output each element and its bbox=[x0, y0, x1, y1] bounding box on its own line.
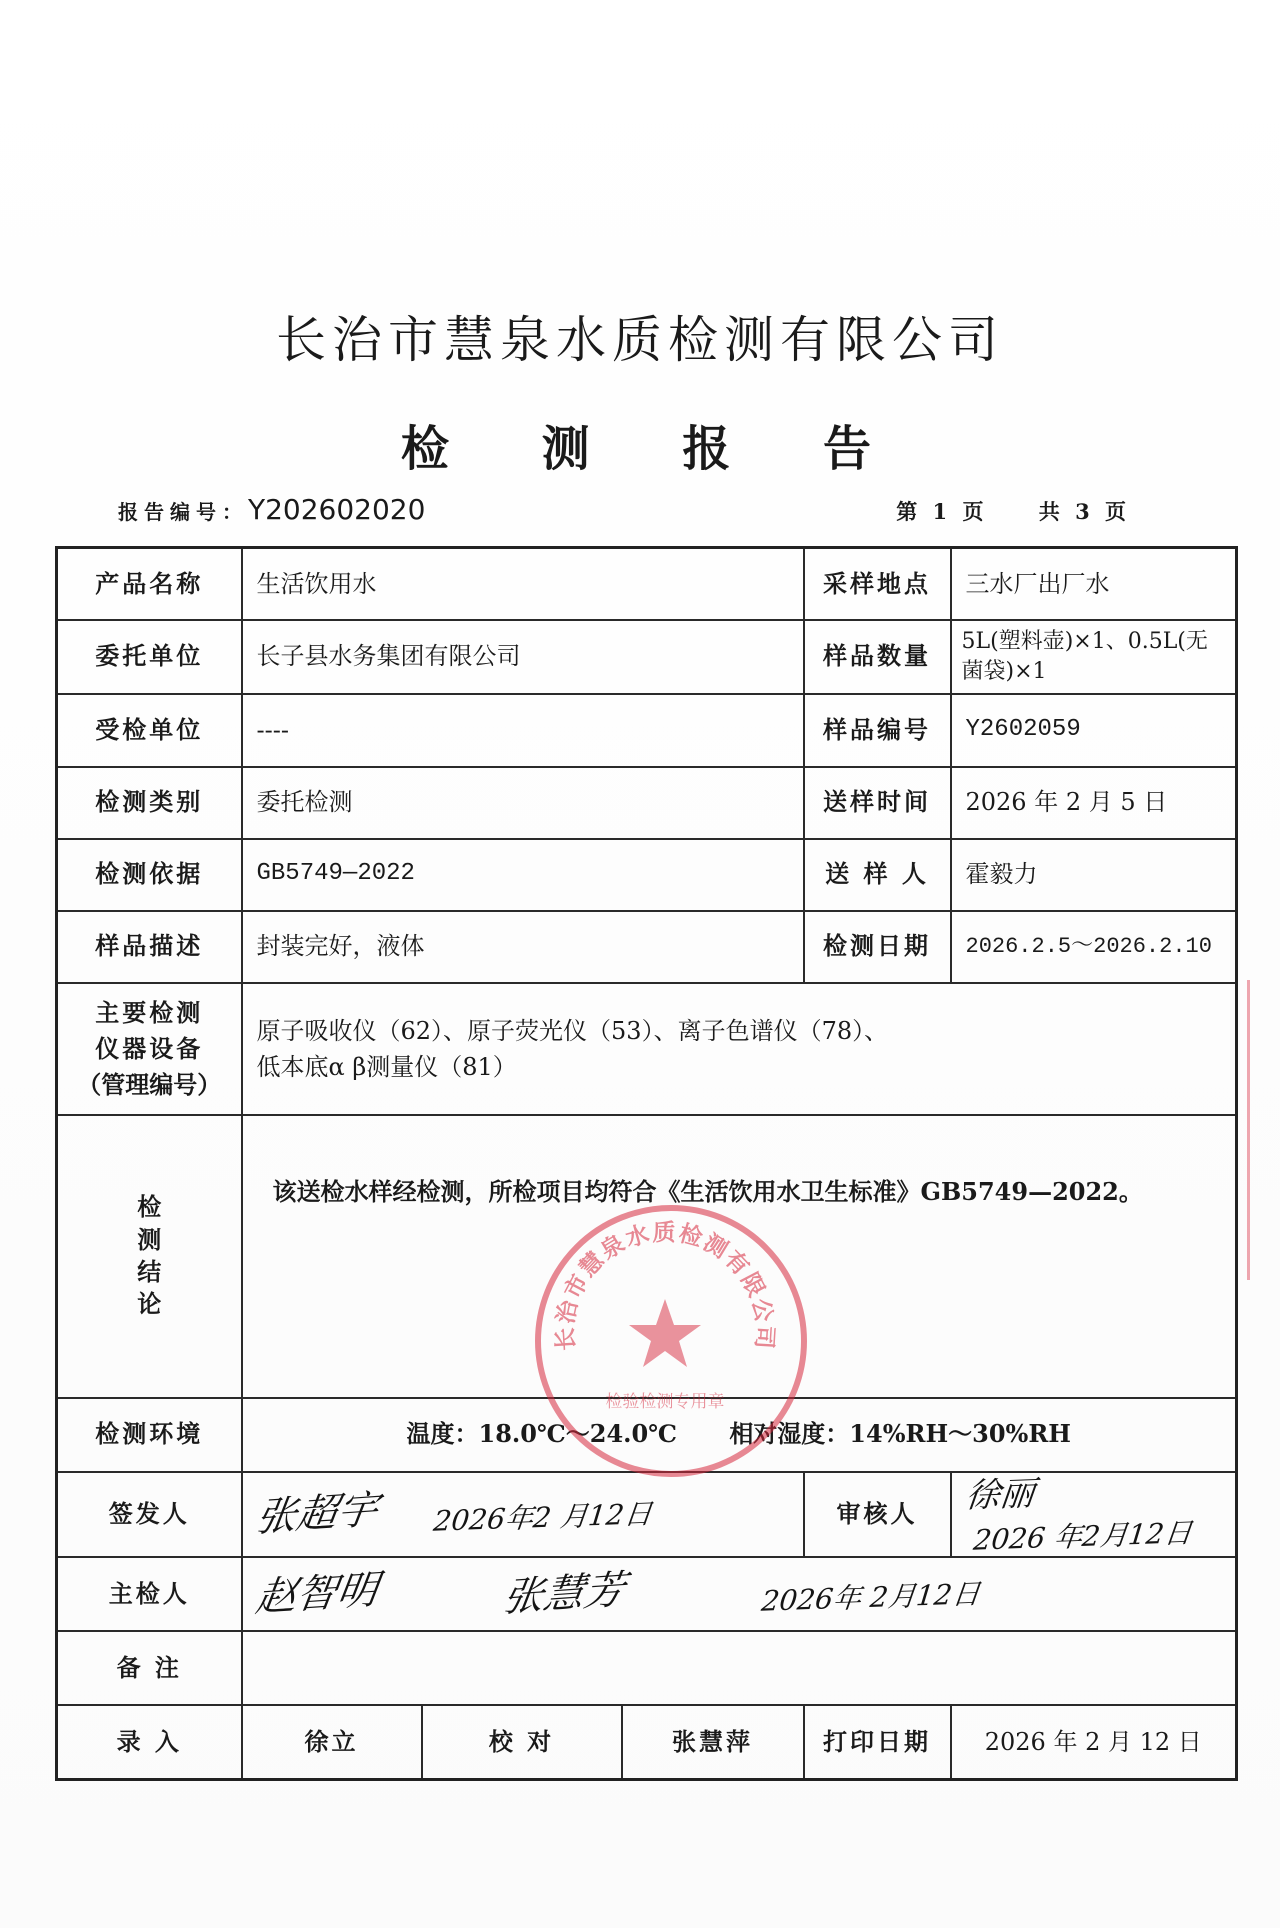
equipment bbox=[242, 983, 1237, 1115]
basis-label: 检测依据 bbox=[57, 839, 242, 911]
table-row bbox=[57, 548, 1237, 620]
report-title: 检 测 报 告 bbox=[400, 421, 910, 477]
sample-no: Y2602059 bbox=[951, 694, 1237, 767]
table-row bbox=[57, 694, 1237, 767]
product-name: 生活饮用水 bbox=[242, 548, 804, 620]
equipment-label bbox=[57, 983, 242, 1115]
environment bbox=[242, 1398, 1237, 1472]
basis: GB5749—2022 bbox=[242, 839, 804, 911]
edge-seal-fragment bbox=[1247, 980, 1280, 1280]
table-row bbox=[57, 1472, 1237, 1558]
inspector-signature-2: 张慧芳 bbox=[500, 1567, 629, 1622]
temperature: 温度：18.0℃～24.0℃ bbox=[406, 1419, 677, 1449]
table-row bbox=[57, 767, 1237, 839]
product-name-label: 产品名称 bbox=[57, 548, 242, 620]
description: 封装完好，液体 bbox=[242, 911, 804, 983]
deliverer: 霍毅力 bbox=[951, 839, 1237, 911]
table-row bbox=[57, 1557, 1237, 1631]
seal-text: 长治市慧泉水质检测有限公司 bbox=[551, 1218, 779, 1352]
print-date: 2026 年 2 月 12 日 bbox=[951, 1705, 1237, 1779]
conclusion-label bbox=[57, 1115, 242, 1398]
client: 长子县水务集团有限公司 bbox=[242, 620, 804, 694]
sample-qty: 5L(塑料壶)×1、0.5L(无菌袋)×1 bbox=[951, 620, 1237, 694]
table-row bbox=[57, 983, 1237, 1115]
test-type: 委托检测 bbox=[242, 767, 804, 839]
sampling-site: 三水厂出厂水 bbox=[951, 548, 1237, 620]
inspected-unit-label: 受检单位 bbox=[57, 694, 242, 767]
sample-qty-label: 样品数量 bbox=[804, 620, 951, 694]
issuer-date: 2026年2 月12日 bbox=[431, 1497, 655, 1539]
reviewer-signature: 徐丽 bbox=[963, 1473, 1036, 1516]
conclusion: 该送检水样经检测，所检项目均符合《生活饮用水卫生标准》GB5749—2022。 bbox=[242, 1115, 1237, 1398]
reviewer-signature-cell bbox=[951, 1472, 1237, 1558]
entry-label: 录 入 bbox=[57, 1705, 242, 1779]
print-date-label: 打印日期 bbox=[804, 1705, 951, 1779]
table-row bbox=[57, 1705, 1237, 1779]
table-row bbox=[57, 839, 1237, 911]
sampling-site-label: 采样地点 bbox=[804, 548, 951, 620]
conclusion-label-char: 论 bbox=[137, 1289, 162, 1319]
proofread-label: 校 对 bbox=[422, 1705, 622, 1779]
report-number-label: 报告编号： bbox=[118, 500, 248, 524]
inspector-date: 2026年 2月12日 bbox=[759, 1577, 982, 1618]
issuer-label: 签发人 bbox=[57, 1472, 242, 1558]
table-row bbox=[57, 620, 1237, 694]
client-label: 委托单位 bbox=[57, 620, 242, 694]
conclusion-label-char: 检 bbox=[137, 1192, 162, 1222]
deliverer-label: 送 样 人 bbox=[804, 839, 951, 911]
equipment-label-line: 主要检测 bbox=[95, 997, 204, 1027]
equipment-line: 原子吸收仪（62）、原子荧光仪（53）、离子色谱仪（78）、 bbox=[256, 1016, 889, 1045]
company-title: 长治市慧泉水质检测有限公司 bbox=[276, 311, 1004, 369]
table-row bbox=[57, 911, 1237, 983]
description-label: 样品描述 bbox=[57, 911, 242, 983]
inspector-signature-1: 赵智明 bbox=[252, 1567, 381, 1622]
sample-no-label: 样品编号 bbox=[804, 694, 951, 767]
page-current: 第 1 页 bbox=[896, 499, 988, 524]
table-row bbox=[57, 1631, 1237, 1705]
conclusion-label-char: 测 bbox=[137, 1224, 162, 1254]
delivery-time: 2026 年 2 月 5 日 bbox=[951, 767, 1237, 839]
issuer-signature: 张超宇 bbox=[252, 1487, 381, 1542]
report-table bbox=[55, 546, 1238, 1781]
inspector-signature-cell bbox=[242, 1557, 1237, 1631]
reviewer-date: 2026 年2月12日 bbox=[971, 1516, 1194, 1558]
issuer-signature-cell bbox=[242, 1472, 804, 1558]
table-row bbox=[57, 1398, 1237, 1472]
delivery-time-label: 送样时间 bbox=[804, 767, 951, 839]
test-type-label: 检测类别 bbox=[57, 767, 242, 839]
equipment-label-line: 仪器设备 bbox=[95, 1033, 204, 1063]
inspector-label: 主检人 bbox=[57, 1557, 242, 1631]
environment-label: 检测环境 bbox=[57, 1398, 242, 1472]
test-date: 2026.2.5～2026.2.10 bbox=[951, 911, 1237, 983]
remarks-label: 备 注 bbox=[57, 1631, 242, 1705]
proofread-person: 张慧萍 bbox=[622, 1705, 804, 1779]
entry-person: 徐立 bbox=[242, 1705, 422, 1779]
page-total: 共 3 页 bbox=[1038, 499, 1130, 524]
equipment-label-line: （管理编号） bbox=[77, 1069, 222, 1099]
test-date-label: 检测日期 bbox=[804, 911, 951, 983]
report-number-value: Y202602020 bbox=[248, 493, 426, 526]
conclusion-label-char: 结 bbox=[137, 1257, 162, 1286]
humidity: 相对湿度：14%RH～30%RH bbox=[729, 1419, 1071, 1449]
report-meta bbox=[118, 493, 1130, 526]
inspected-unit: ---- bbox=[242, 694, 804, 767]
page-indicator bbox=[890, 496, 1130, 526]
table-row bbox=[57, 1115, 1237, 1398]
remarks bbox=[242, 1631, 1237, 1705]
seal-subtext: 检验检测专用章 bbox=[605, 1392, 725, 1412]
equipment-line: 低本底α β测量仪（81） bbox=[256, 1052, 517, 1081]
reviewer-label: 审核人 bbox=[804, 1472, 951, 1558]
report-number bbox=[118, 493, 425, 526]
